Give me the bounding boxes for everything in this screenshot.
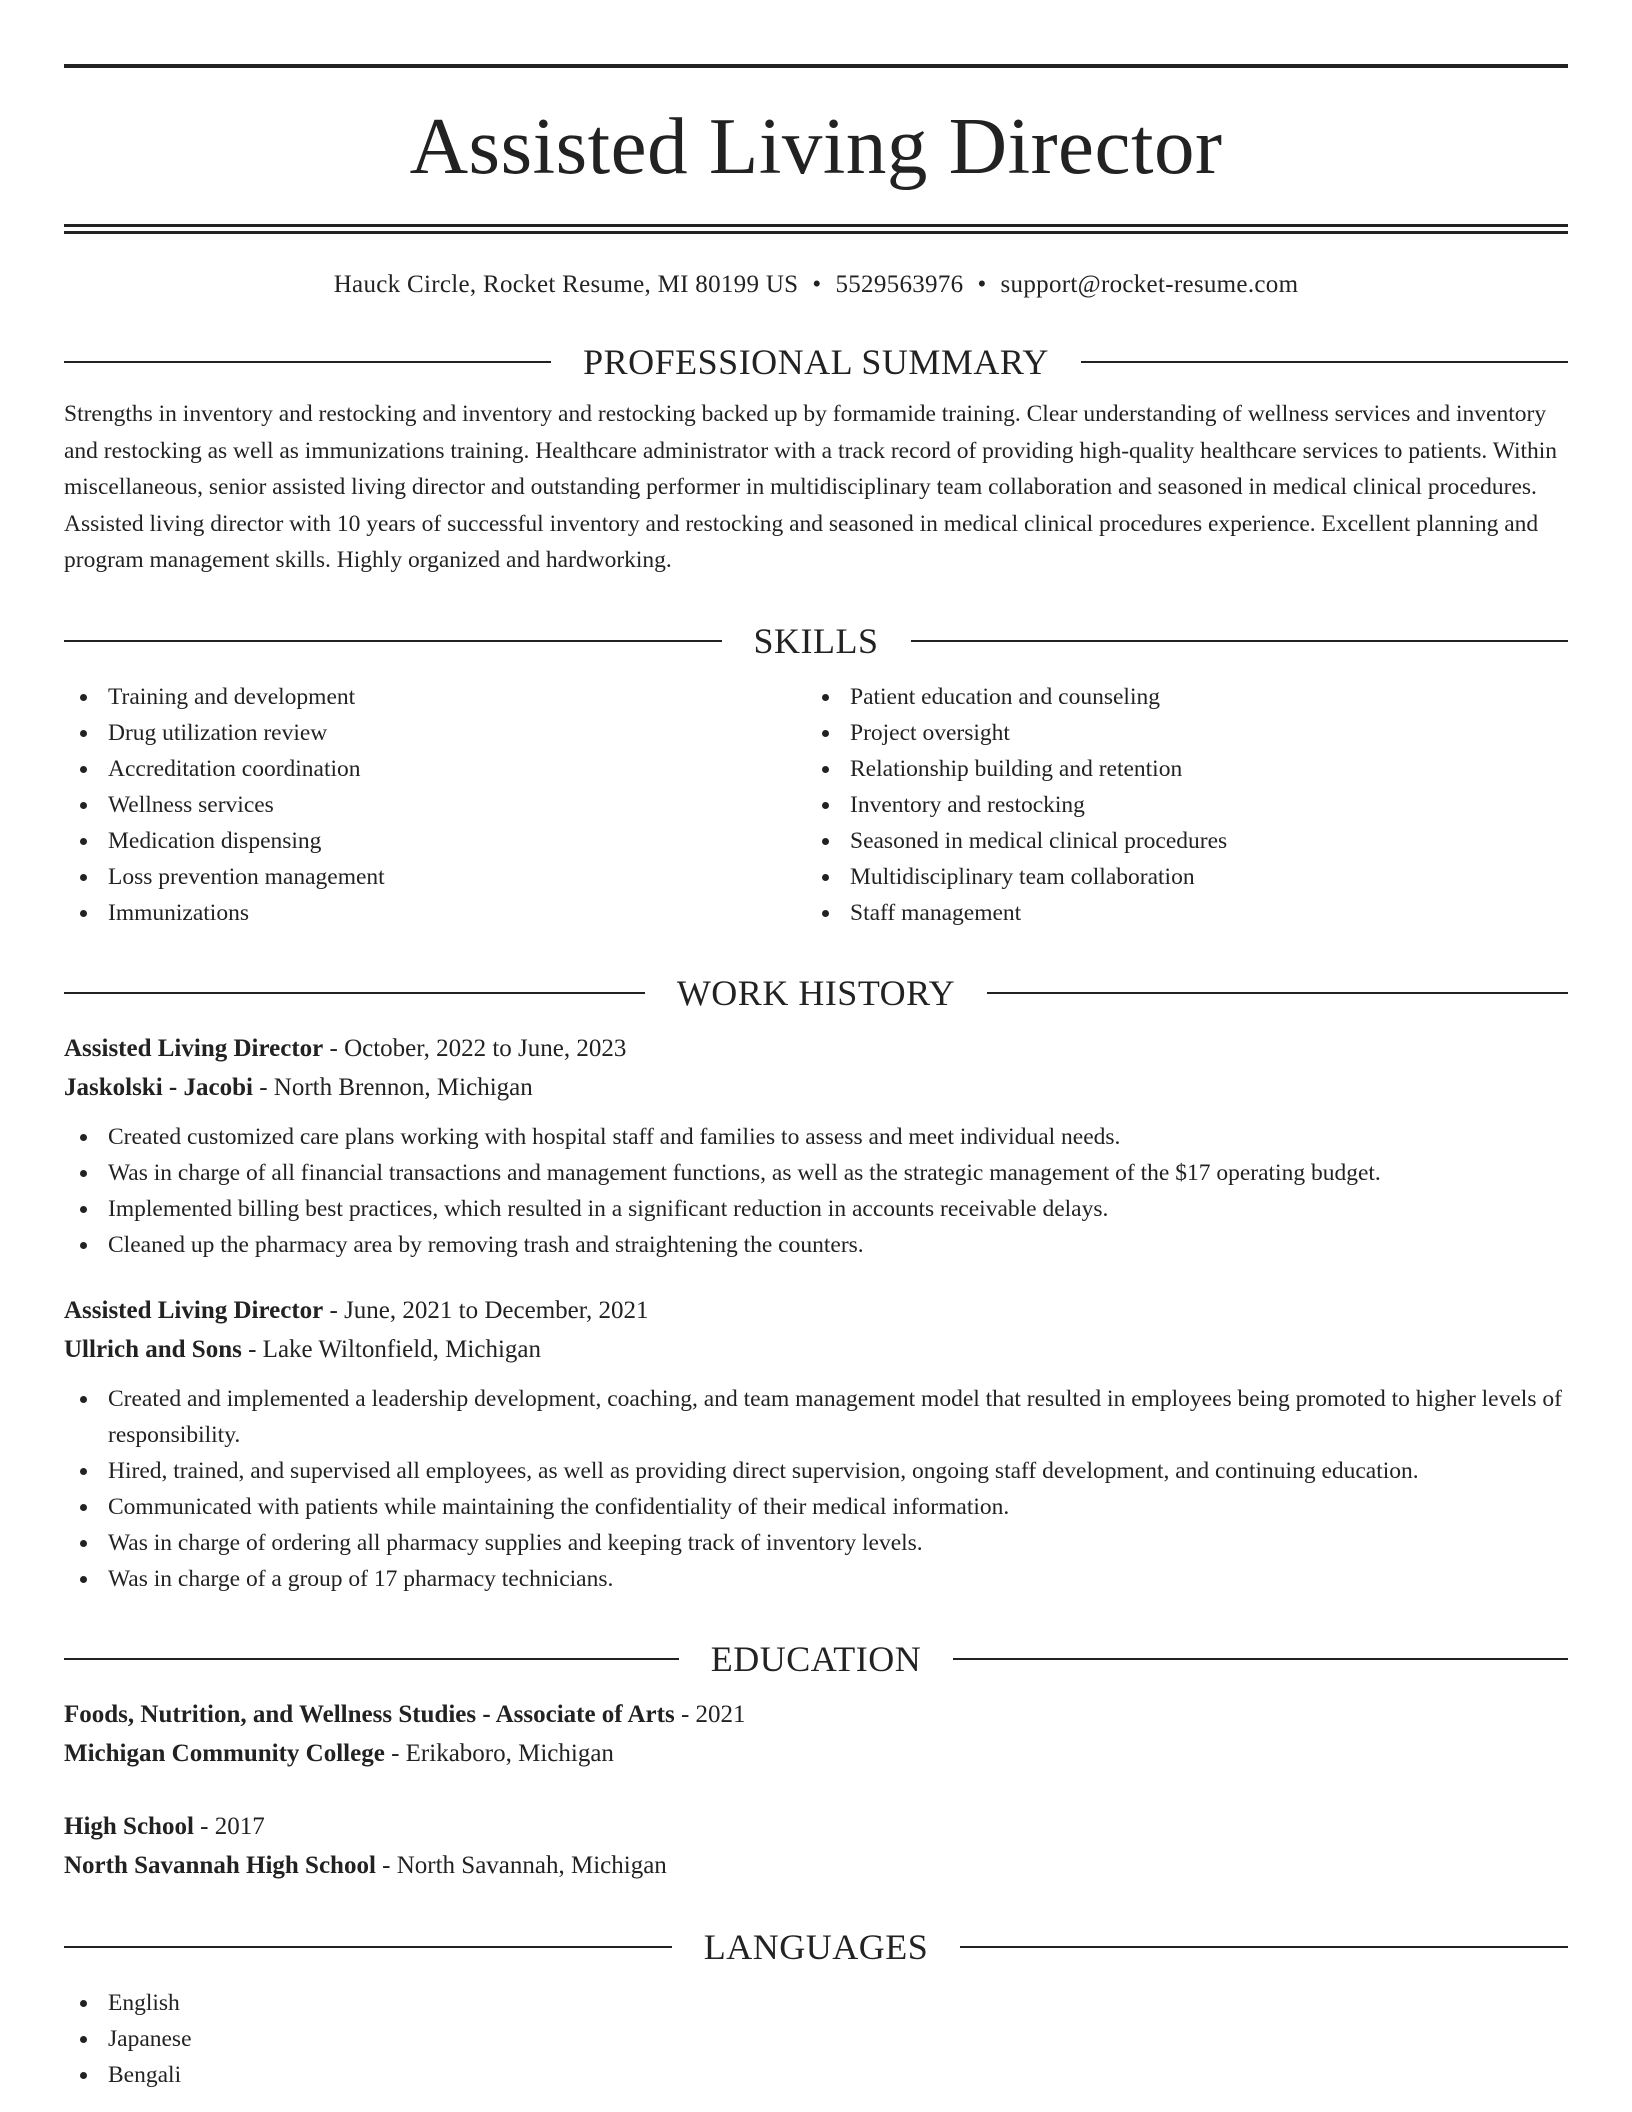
resume-page	[64, 64, 1568, 2093]
skills-heading	[64, 619, 1568, 663]
skill-item: Staff management	[806, 895, 1548, 931]
language-item: Bengali	[64, 2057, 1568, 2093]
job-title: Assisted Living Director	[64, 1296, 324, 1324]
job-bullets	[64, 1381, 1568, 1597]
skill-item: Training and development	[64, 679, 806, 715]
heading-rule	[64, 992, 645, 994]
heading-rule	[1081, 361, 1568, 363]
summary-text: Strengths in inventory and restocking and inventory and restocking backed up by formamide training. Clear understanding of wellness services and inventory and restocking as well as immunizations training. Healthcare administrator with a track record of providing high-quality healthcare services to patients. Within miscellaneous, senior assisted living director and outstanding performer in multidisciplinary team collaboration and seasoned in medical clinical procedures. Assisted living director with 10 years of successful inventory and restocking and seasoned in medical clinical procedures experience. Excellent planning and program management skills. Highly organized and hardworking.	[64, 401, 1558, 573]
skill-item: Project oversight	[806, 715, 1548, 751]
job-bullet: Hired, trained, and supervised all employees, as well as providing direct supervision, ongoing staff development, and continuing education.	[64, 1453, 1568, 1489]
heading-rule	[911, 640, 1569, 642]
job-title: Assisted Living Director	[64, 1034, 324, 1062]
contact-separator: •	[812, 271, 822, 298]
education-degree: Foods, Nutrition, and Wellness Studies - Associate of Arts	[64, 1700, 675, 1728]
contact-address: Hauck Circle, Rocket Resume, MI 80199 US	[333, 271, 799, 298]
language-item: English	[64, 1985, 1568, 2021]
skill-item: Patient education and counseling	[806, 679, 1548, 715]
skill-item: Drug utilization review	[64, 715, 806, 751]
heading-rule	[953, 1658, 1568, 1660]
heading-rule	[987, 992, 1568, 994]
language-item: Japanese	[64, 2021, 1568, 2057]
skill-item: Inventory and restocking	[806, 787, 1548, 823]
skill-item: Seasoned in medical clinical procedures	[806, 823, 1548, 859]
job-bullets	[64, 1119, 1568, 1263]
contact-phone: 5529563976	[835, 271, 964, 298]
job-dates: - June, 2021 to December, 2021	[323, 1296, 649, 1324]
education-school: North Savannah High School	[64, 1851, 376, 1879]
job-bullet: Was in charge of a group of 17 pharmacy technicians.	[64, 1561, 1568, 1597]
heading-rule	[64, 640, 722, 642]
education-year: - 2017	[193, 1812, 265, 1840]
contact-email: support@rocket-resume.com	[1000, 271, 1299, 298]
contact-separator: •	[977, 271, 987, 298]
skills-columns	[64, 679, 1568, 931]
double-rule	[64, 224, 1568, 234]
skills-list-left	[64, 679, 806, 931]
languages-heading	[64, 1925, 1568, 1969]
contact-line	[64, 270, 1568, 300]
job-bullet: Cleaned up the pharmacy area by removing trash and straightening the counters.	[64, 1227, 1568, 1263]
skill-item: Immunizations	[64, 895, 806, 931]
education-year: - 2021	[674, 1700, 746, 1728]
work-heading-title: WORK HISTORY	[676, 972, 956, 1013]
skill-item: Wellness services	[64, 787, 806, 823]
skills-list-right	[806, 679, 1548, 931]
candidate-name: Assisted Living Director	[409, 101, 1223, 191]
education-location: - Erikaboro, Michigan	[384, 1739, 614, 1767]
skills-heading-title: SKILLS	[753, 620, 879, 661]
job-bullet: Implemented billing best practices, which resulted in a significant reduction in accounts receivable delays.	[64, 1191, 1568, 1227]
job-company-line	[64, 1330, 1568, 1369]
education-heading	[64, 1637, 1568, 1681]
skill-item: Relationship building and retention	[806, 751, 1548, 787]
heading-rule	[64, 1658, 679, 1660]
education-school-line	[64, 1846, 1568, 1885]
job-entry	[64, 1291, 1568, 1597]
top-rule	[64, 64, 1568, 68]
job-location: - Lake Wiltonfield, Michigan	[241, 1335, 541, 1363]
education-degree: High School	[64, 1812, 194, 1840]
job-dates: - October, 2022 to June, 2023	[323, 1034, 627, 1062]
skill-item: Loss prevention management	[64, 859, 806, 895]
work-heading	[64, 971, 1568, 1015]
job-company: Jaskolski - Jacobi	[64, 1073, 253, 1101]
education-entry	[64, 1807, 1568, 1885]
education-entry	[64, 1695, 1568, 1773]
summary-heading-title: PROFESSIONAL SUMMARY	[583, 342, 1049, 382]
job-location: - North Brennon, Michigan	[252, 1073, 533, 1101]
heading-rule	[960, 1946, 1568, 1948]
job-bullet: Was in charge of all financial transactions and management functions, as well as the strategic management of the $17 operating budget.	[64, 1155, 1568, 1191]
languages-heading-title: LANGUAGES	[703, 1926, 929, 1967]
job-bullet: Communicated with patients while maintaining the confidentiality of their medical information.	[64, 1489, 1568, 1525]
job-company-line	[64, 1068, 1568, 1107]
education-school: Michigan Community College	[64, 1739, 385, 1767]
summary-heading	[64, 340, 1568, 384]
job-bullet: Created and implemented a leadership development, coaching, and team management model that resulted in employees being promoted to higher levels of responsibility.	[64, 1381, 1568, 1453]
heading-rule	[64, 1946, 672, 1948]
job-bullet: Created customized care plans working with hospital staff and families to assess and meet individual needs.	[64, 1119, 1568, 1155]
job-title-line	[64, 1291, 1568, 1330]
skill-item: Multidisciplinary team collaboration	[806, 859, 1548, 895]
education-location: - North Savannah, Michigan	[375, 1851, 667, 1879]
education-degree-line	[64, 1695, 1568, 1734]
education-heading-title: EDUCATION	[710, 1638, 922, 1679]
skill-item: Accreditation coordination	[64, 751, 806, 787]
heading-rule	[64, 361, 551, 363]
job-title-line	[64, 1029, 1568, 1068]
job-bullet: Was in charge of ordering all pharmacy supplies and keeping track of inventory levels.	[64, 1525, 1568, 1561]
job-company: Ullrich and Sons	[64, 1335, 242, 1363]
job-entry	[64, 1029, 1568, 1263]
skill-item: Medication dispensing	[64, 823, 806, 859]
languages-list	[64, 1985, 1568, 2093]
education-degree-line	[64, 1807, 1568, 1846]
education-school-line	[64, 1734, 1568, 1773]
